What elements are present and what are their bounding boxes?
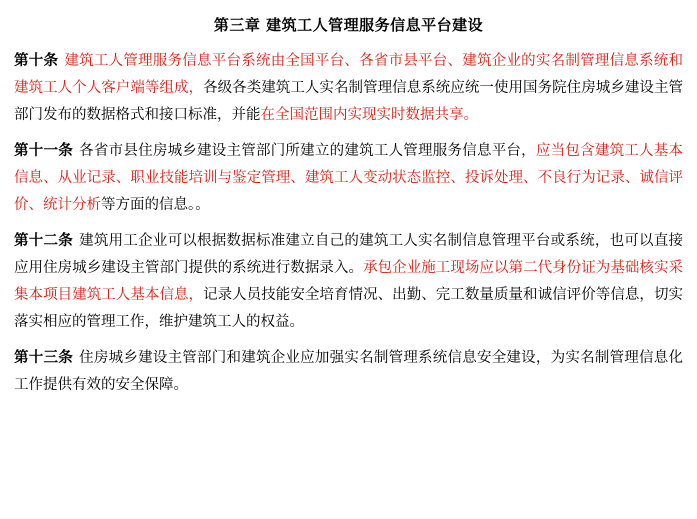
text-run: 记录人员技能安全培育情况、出勤、完工数量质量和诚信评价等信息，切实落实相应的管理工作，维护建筑工人的权益。 <box>14 287 683 330</box>
document-paragraph <box>14 48 683 129</box>
document-paragraph <box>14 138 683 219</box>
highlighted-text-run: 承包企业施工现场应以第二代身份证为基础核实采集本项目建筑工人基本信息， <box>14 260 684 303</box>
article-label: 第十一条 <box>14 143 73 159</box>
text-run: 住房城乡建设主管部门和建筑企业应加强实名制管理系统信息安全建设，为实名制管理信息化工作提供有效的安全保障。 <box>14 350 684 393</box>
highlighted-text-run: 建筑工人管理服务信息平台系统由全国平台、各省市县平台、建筑企业的实名制管理信息系统和建筑工人个人客户端等组成， <box>14 53 683 96</box>
article-label: 第十条 <box>14 53 59 69</box>
document-paragraph <box>14 228 683 336</box>
page-title: 第三章 建筑工人管理服务信息平台建设 <box>213 16 484 34</box>
article-label: 第十二条 <box>14 233 73 249</box>
text-run: 建筑用工企业可以根据数据标准建立自己的建筑工人实名制信息管理平台或系统，也可以直接应用住房城乡建设主管部门提供的系统进行数据录入。 <box>14 233 684 276</box>
article-label: 第十三条 <box>14 350 73 366</box>
document-body <box>14 48 683 399</box>
text-run: 等方面的信息。。 <box>101 197 210 213</box>
text-run: 各级各类建筑工人实名制管理信息系统应统一使用国务院住房城乡建设主管部门发布的数据格式和接口标准，并能 <box>14 80 683 123</box>
text-run: 各省市县住房城乡建设主管部门所建立的建筑工人管理服务信息平台， <box>78 143 536 159</box>
highlighted-text-run: 应当包含建筑工人基本信息、从业记录、职业技能培训与鉴定管理、建筑工人变动状态监控、投诉处理、不良行为记录、诚信评价、统计分析 <box>14 143 684 213</box>
highlighted-text-run: 在全国范围内实现实时数据共享。 <box>260 107 478 123</box>
document-paragraph <box>14 345 683 399</box>
